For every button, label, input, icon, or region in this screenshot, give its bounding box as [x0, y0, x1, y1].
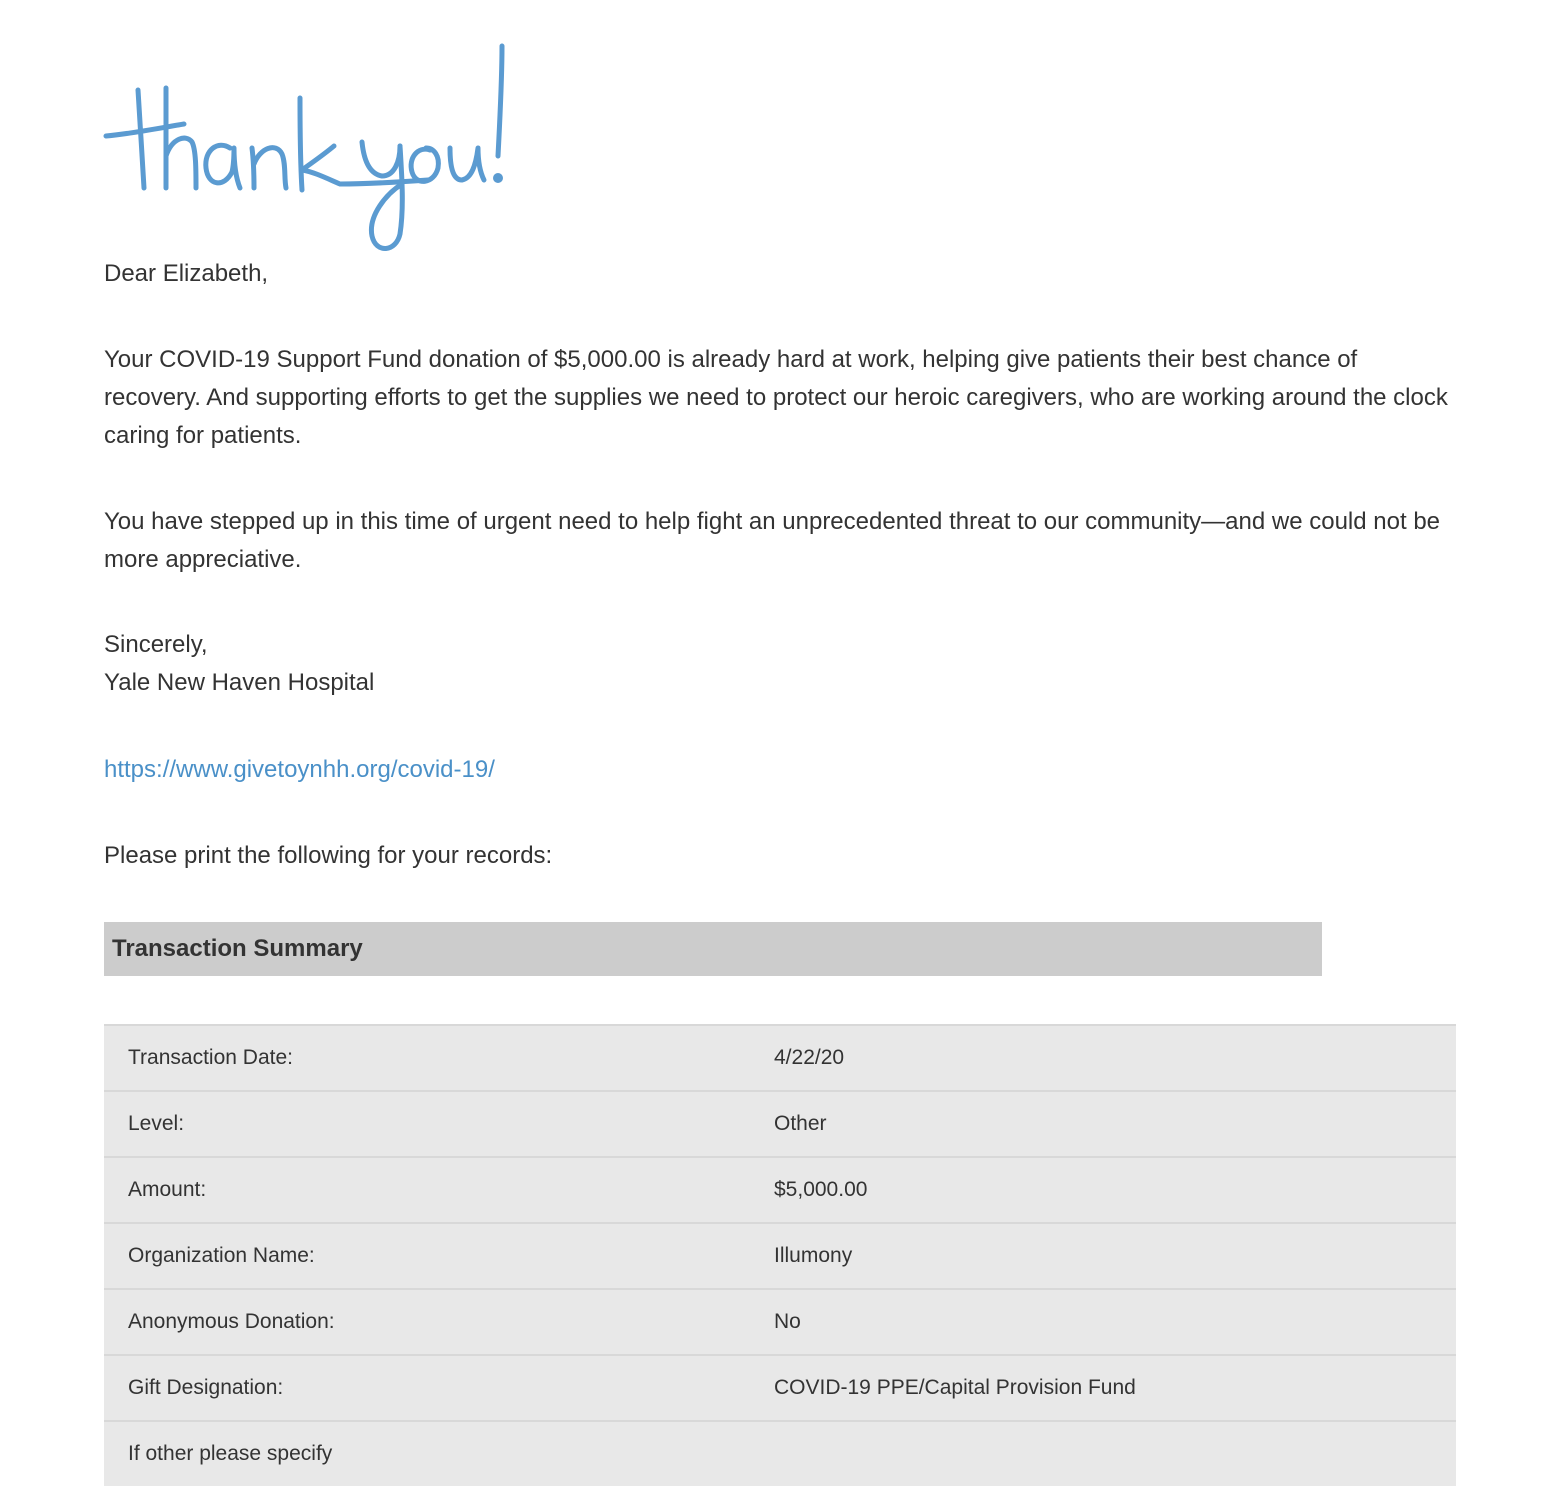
signature: Yale New Haven Hospital: [104, 669, 375, 696]
body-paragraph: You have stepped up in this time of urgent need to help fight an unprecedented threat to our community—and we could not be more appreciative.: [104, 508, 1441, 573]
records-note: Please print the following for your records:: [104, 842, 553, 869]
row-value: COVID-19 PPE/Capital Provision Fund: [774, 1376, 1136, 1399]
body-paragraph: Your COVID-19 Support Fund donation of $5,000.00 is already hard at work, helping give patients their best chance of recovery. And supporting efforts to get the supplies we need to protect our heroic caregivers, who are working around the clock caring for patients.: [104, 346, 1448, 449]
table-row: [104, 1224, 1456, 1290]
row-label: Transaction Date:: [128, 1046, 293, 1069]
transaction-summary-table: [104, 1024, 1456, 1486]
table-row: [104, 1290, 1456, 1356]
table-row: [104, 1092, 1456, 1158]
table-row: [104, 1422, 1456, 1486]
row-label: Amount:: [128, 1178, 207, 1201]
table-row: [104, 1026, 1456, 1092]
covid-19-donation-link[interactable]: https://www.givetoynhh.org/covid-19/: [104, 756, 495, 783]
row-label: If other please specify: [128, 1442, 333, 1465]
table-row: [104, 1356, 1456, 1422]
row-value: 4/22/20: [774, 1046, 845, 1069]
row-value: Other: [774, 1112, 827, 1135]
row-value: No: [774, 1310, 801, 1333]
table-row: [104, 1158, 1456, 1224]
transaction-summary-header: [104, 922, 1322, 976]
thank-you-logo: [100, 38, 520, 258]
row-label: Anonymous Donation:: [128, 1310, 335, 1333]
greeting: Dear Elizabeth,: [104, 260, 269, 287]
row-value: $5,000.00: [774, 1178, 868, 1201]
row-value: Illumony: [774, 1244, 853, 1267]
signoff: Sincerely,: [104, 631, 208, 658]
transaction-summary-title: Transaction Summary: [112, 935, 363, 962]
row-label: Level:: [128, 1112, 185, 1135]
row-label: Organization Name:: [128, 1244, 315, 1267]
row-label: Gift Designation:: [128, 1376, 284, 1399]
